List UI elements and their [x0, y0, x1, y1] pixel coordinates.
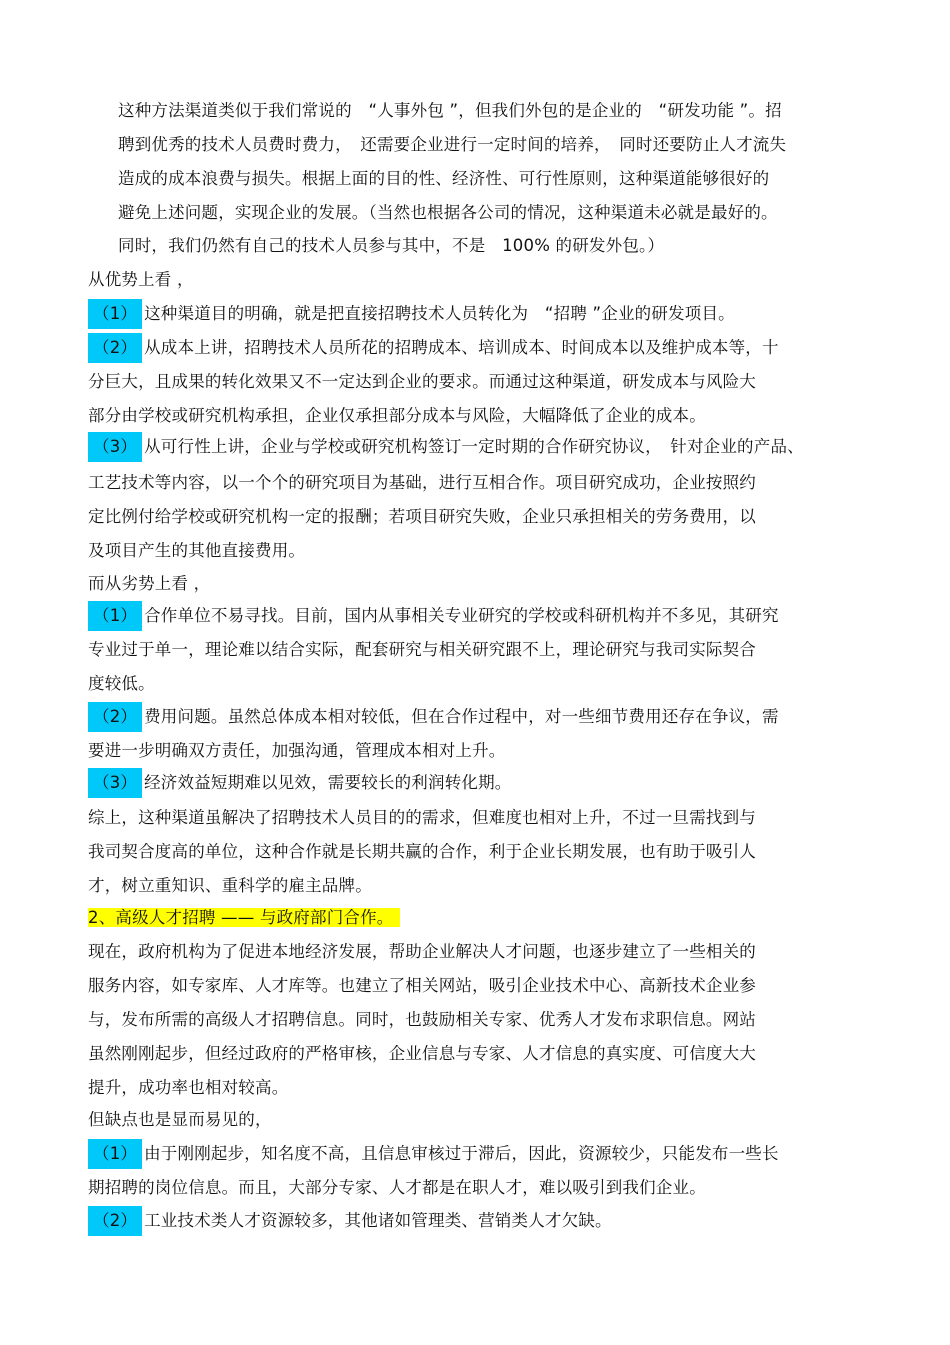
item-text: 专业过于单一，理论难以结合实际，配套研究与相关研究跟不上，理论研究与我司实际契合	[88, 640, 756, 659]
disadvantages-heading: 而从劣势上看 ，	[88, 574, 211, 593]
section-body-line: 虽然刚刚起步，但经过政府的严格审核，企业信息与专家、人才信息的真实度、可信度大大	[88, 1044, 756, 1063]
item-text: 从成本上讲，招聘技术人员所花的招聘成本、培训成本、时间成本以及维护成本等，十	[144, 338, 779, 357]
list-item	[88, 702, 779, 732]
list-item	[88, 299, 735, 329]
item-text: 费用问题。虽然总体成本相对较低，但在合作过程中，对一些细节费用还存在争议，需	[144, 707, 779, 726]
intro-line: 同时，我们仍然有自己的技术人员参与其中，不是 100% 的研发外包。）	[118, 236, 665, 255]
summary-line: 我司契合度高的单位，这种合作就是长期共赢的合作，利于企业长期发展，也有助于吸引人	[88, 842, 756, 861]
list-item	[88, 333, 779, 363]
intro-line: 这种方法渠道类似于我们常说的 “人事外包 ”，但我们外包的是企业的 “研发功能 ”。招	[118, 101, 782, 120]
item-text: 要进一步明确双方责任，加强沟通，管理成本相对上升。	[88, 741, 506, 760]
item-marker: （2）	[88, 702, 142, 732]
list-item	[88, 768, 512, 798]
list-item	[88, 432, 804, 462]
item-text: 这种渠道目的明确，就是把直接招聘技术人员转化为 “招聘 ”企业的研发项目。	[144, 304, 735, 323]
section-body-line: 与，发布所需的高级人才招聘信息。同时，也鼓励相关专家、优秀人才发布求职信息。网站	[88, 1010, 756, 1029]
section-body-line: 现在，政府机构为了促进本地经济发展，帮助企业解决人才问题，也逐步建立了一些相关的	[88, 942, 756, 961]
item-text: 工艺技术等内容，以一个个的研究项目为基础，进行互相合作。项目研究成功，企业按照约	[88, 473, 756, 492]
item-text: 分巨大，且成果的转化效果又不一定达到企业的要求。而通过这种渠道，研发成本与风险大	[88, 372, 756, 391]
item-text: 度较低。	[88, 674, 155, 693]
list-item	[88, 1206, 612, 1236]
item-text: 部分由学校或研究机构承担，企业仅承担部分成本与风险，大幅降低了企业的成本。	[88, 406, 706, 425]
cons-heading: 但缺点也是显而易见的，	[88, 1110, 272, 1129]
section-heading-text: 2、高级人才招聘 —— 与政府部门合作。	[88, 908, 400, 927]
item-text: 合作单位不易寻找。目前，国内从事相关专业研究的学校或科研机构并不多见，其研究	[144, 606, 779, 625]
item-marker: （1）	[88, 299, 142, 329]
list-item	[88, 601, 779, 631]
section-heading	[88, 903, 400, 933]
summary-line: 才，树立重知识、重科学的雇主品牌。	[88, 876, 372, 895]
intro-line: 聘到优秀的技术人员费时费力， 还需要企业进行一定时间的培养， 同时还要防止人才流失	[118, 135, 787, 154]
intro-line: 造成的成本浪费与损失。根据上面的目的性、经济性、可行性原则，这种渠道能够很好的	[118, 169, 770, 188]
item-marker: （1）	[88, 1139, 142, 1169]
summary-line: 综上，这种渠道虽解决了招聘技术人员目的的需求，但难度也相对上升，不过一旦需找到与	[88, 808, 756, 827]
item-marker: （1）	[88, 601, 142, 631]
item-marker: （3）	[88, 432, 142, 462]
item-text: 经济效益短期难以见效，需要较长的利润转化期。	[144, 773, 512, 792]
list-item	[88, 1139, 779, 1169]
section-body-line: 提升，成功率也相对较高。	[88, 1078, 289, 1097]
item-marker: （2）	[88, 1206, 142, 1236]
item-text: 及项目产生的其他直接费用。	[88, 541, 306, 560]
intro-line: 避免上述问题，实现企业的发展。（当然也根据各公司的情况，这种渠道未必就是最好的。	[118, 203, 778, 222]
item-marker: （3）	[88, 768, 142, 798]
item-text: 期招聘的岗位信息。而且，大部分专家、人才都是在职人才，难以吸引到我们企业。	[88, 1178, 706, 1197]
item-text: 从可行性上讲，企业与学校或研究机构签订一定时期的合作研究协议， 针对企业的产品、	[144, 437, 804, 456]
item-text: 由于刚刚起步，知名度不高，且信息审核过于滞后，因此，资源较少，只能发布一些长	[144, 1144, 779, 1163]
advantages-heading: 从优势上看 ，	[88, 270, 194, 289]
item-text: 定比例付给学校或研究机构一定的报酬；若项目研究失败，企业只承担相关的劳务费用，以	[88, 507, 756, 526]
section-body-line: 服务内容，如专家库、人才库等。也建立了相关网站，吸引企业技术中心、高新技术企业参	[88, 976, 756, 995]
item-marker: （2）	[88, 333, 142, 363]
item-text: 工业技术类人才资源较多，其他诸如管理类、营销类人才欠缺。	[144, 1211, 612, 1230]
